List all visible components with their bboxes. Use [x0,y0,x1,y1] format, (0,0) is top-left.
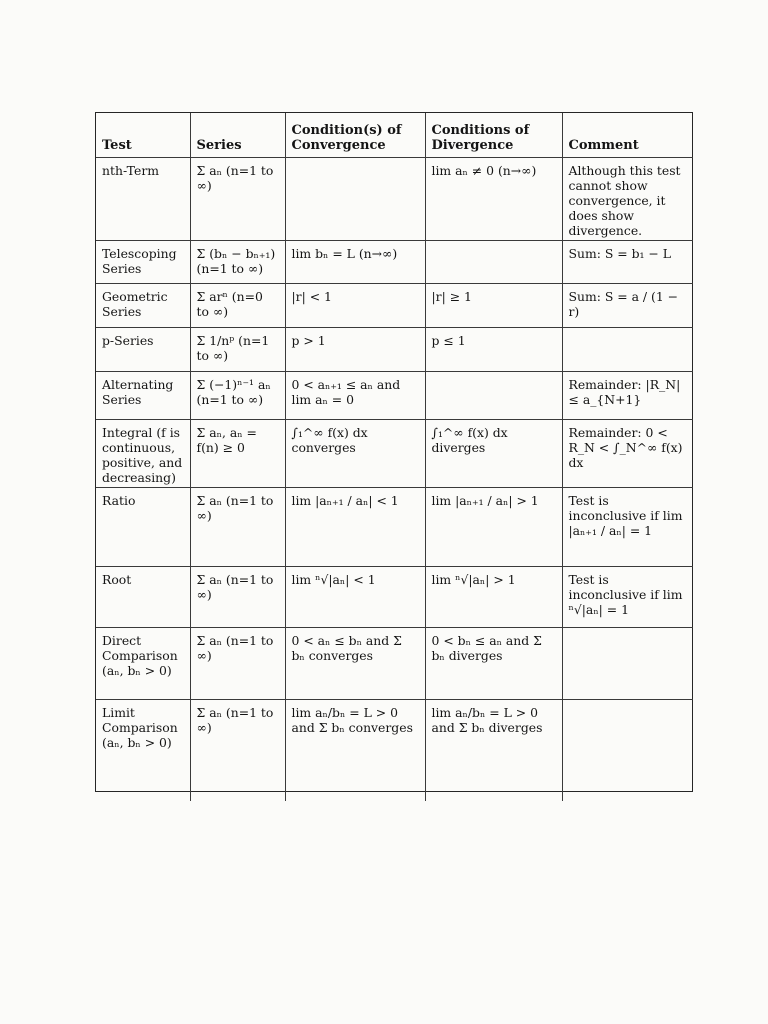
header-comment: Comment [562,113,693,157]
row-test-root: Root [96,566,190,627]
divergence-cell: p ≤ 1 [425,327,562,371]
series-cell: Σ aₙ (n=1 to ∞) [190,699,285,801]
series-tests-table [96,113,693,801]
convergence-cell: p > 1 [285,327,425,371]
row-test-limit-comparison: Limit Comparison (aₙ, bₙ > 0) [96,699,190,801]
convergence-cell: lim bₙ = L (n→∞) [285,240,425,283]
divergence-cell [425,371,562,419]
row-test-nth-term: nth-Term [96,157,190,240]
table-row [96,487,693,566]
table-row [96,419,693,487]
convergence-cell: ∫₁^∞ f(x) dx converges [285,419,425,487]
table-row [96,240,693,283]
series-cell: Σ (bₙ − bₙ₊₁) (n=1 to ∞) [190,240,285,283]
comment-cell [562,327,693,371]
comment-cell [562,699,693,801]
table-row [96,699,693,801]
comment-cell: Sum: S = a / (1 − r) [562,283,693,327]
table-row [96,157,693,240]
convergence-cell: lim aₙ/bₙ = L > 0 and Σ bₙ converges [285,699,425,801]
series-cell: Σ aₙ (n=1 to ∞) [190,487,285,566]
comment-cell: Although this test cannot show convergence, it does show divergence. [562,157,693,240]
convergence-cell: |r| < 1 [285,283,425,327]
comment-cell: Remainder: |R_N| ≤ a_{N+1} [562,371,693,419]
series-cell: Σ aₙ (n=1 to ∞) [190,157,285,240]
divergence-cell [425,240,562,283]
header-test: Test [96,113,190,157]
table-row [96,283,693,327]
convergence-cell: 0 < aₙ₊₁ ≤ aₙ and lim aₙ = 0 [285,371,425,419]
divergence-cell: lim ⁿ√|aₙ| > 1 [425,566,562,627]
row-test-alternating: Alternating Series [96,371,190,419]
series-cell: Σ arⁿ (n=0 to ∞) [190,283,285,327]
comment-cell: Sum: S = b₁ − L [562,240,693,283]
row-test-geometric: Geometric Series [96,283,190,327]
convergence-cell: lim ⁿ√|aₙ| < 1 [285,566,425,627]
header-convergence: Condition(s) of Convergence [285,113,425,157]
series-tests-table-sheet [95,112,693,792]
divergence-cell: |r| ≥ 1 [425,283,562,327]
comment-cell: Test is inconclusive if lim |aₙ₊₁ / aₙ| = 1 [562,487,693,566]
comment-cell: Test is inconclusive if lim ⁿ√|aₙ| = 1 [562,566,693,627]
series-cell: Σ (−1)ⁿ⁻¹ aₙ (n=1 to ∞) [190,371,285,419]
header-row [96,113,693,157]
table-row [96,371,693,419]
divergence-cell: lim |aₙ₊₁ / aₙ| > 1 [425,487,562,566]
series-cell: Σ aₙ (n=1 to ∞) [190,566,285,627]
comment-cell [562,627,693,699]
series-cell: Σ 1/nᵖ (n=1 to ∞) [190,327,285,371]
row-test-integral: Integral (f is continuous, positive, and decreasing) [96,419,190,487]
series-cell: Σ aₙ (n=1 to ∞) [190,627,285,699]
series-cell: Σ aₙ, aₙ = f(n) ≥ 0 [190,419,285,487]
header-series: Series [190,113,285,157]
row-test-p-series: p-Series [96,327,190,371]
divergence-cell: 0 < bₙ ≤ aₙ and Σ bₙ diverges [425,627,562,699]
comment-cell: Remainder: 0 < R_N < ∫_N^∞ f(x) dx [562,419,693,487]
table-row [96,566,693,627]
table-row [96,327,693,371]
divergence-cell: ∫₁^∞ f(x) dx diverges [425,419,562,487]
divergence-cell: lim aₙ/bₙ = L > 0 and Σ bₙ diverges [425,699,562,801]
row-test-ratio: Ratio [96,487,190,566]
divergence-cell: lim aₙ ≠ 0 (n→∞) [425,157,562,240]
header-divergence: Conditions of Divergence [425,113,562,157]
row-test-direct-comparison: Direct Comparison (aₙ, bₙ > 0) [96,627,190,699]
table-row [96,627,693,699]
convergence-cell [285,157,425,240]
row-test-telescoping: Telescoping Series [96,240,190,283]
convergence-cell: 0 < aₙ ≤ bₙ and Σ bₙ converges [285,627,425,699]
convergence-cell: lim |aₙ₊₁ / aₙ| < 1 [285,487,425,566]
